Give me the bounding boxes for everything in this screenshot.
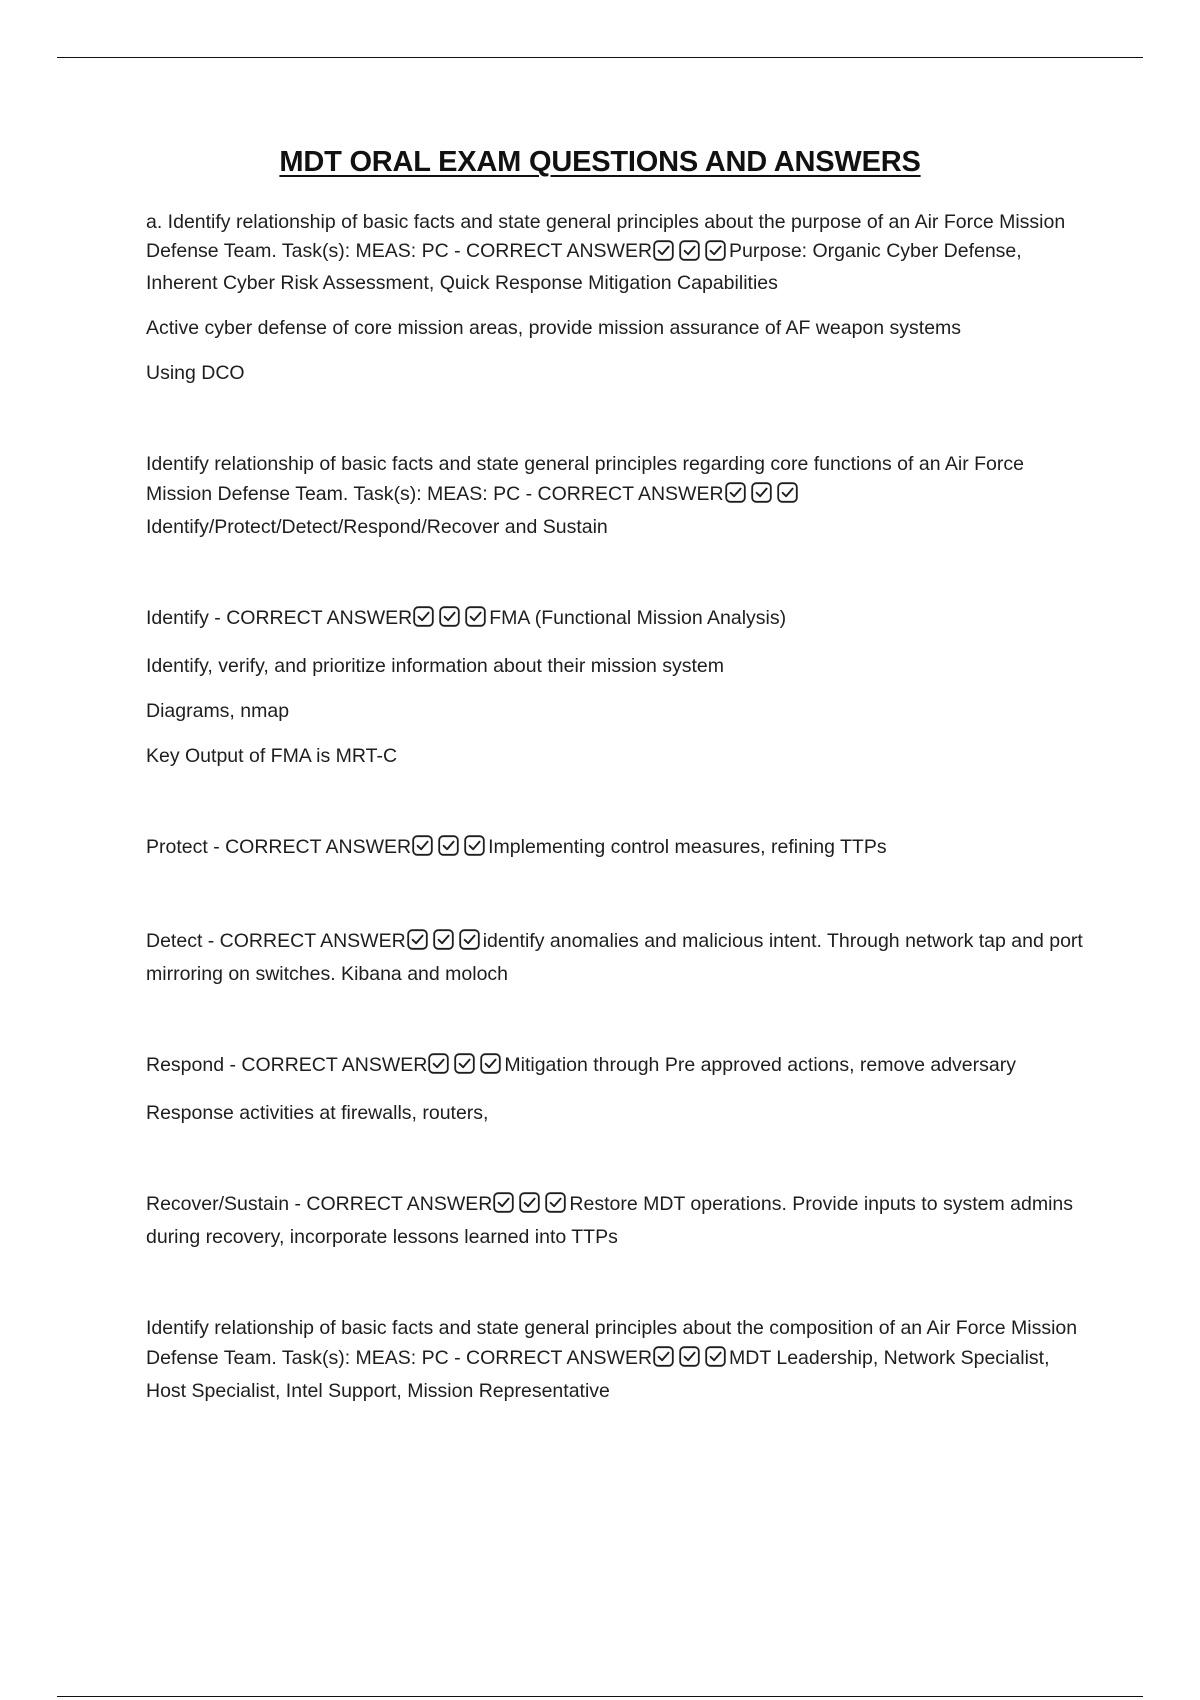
qa-main-line: [146, 926, 1091, 989]
header-rule: [57, 57, 1143, 58]
checked-box-icon: [412, 835, 433, 856]
qa-list: [146, 208, 1091, 1467]
checked-box-icon: [459, 929, 480, 950]
answer-text: Mitigation through Pre approved actions, remove adversary: [504, 1054, 1016, 1076]
checked-box-icon: [428, 1053, 449, 1074]
qa-main-line: [146, 1050, 1091, 1083]
checked-box-icon: [407, 929, 428, 950]
checked-box-icon: [480, 1053, 501, 1074]
checked-box-icon: [751, 482, 772, 503]
question-text: Identify relationship of basic facts and state general principles regarding core functions of an Air Force Mission Defense Team. Task(s): MEAS: PC - CORRECT ANSWER: [146, 453, 1024, 505]
answer-checkmarks: [725, 482, 800, 512]
answer-text: Purpose: Organic Cyber Defense, Inherent Cyber Risk Assessment, Quick Response Mitigation Capabilities: [146, 240, 1022, 294]
answer-note: Key Output of FMA is MRT-C: [146, 745, 398, 767]
checked-box-icon: [454, 1053, 475, 1074]
checked-box-icon: [438, 835, 459, 856]
question-text: Detect - CORRECT ANSWER: [146, 930, 406, 952]
answer-checkmarks: [407, 929, 482, 959]
question-text: Recover/Sustain - CORRECT ANSWER: [146, 1193, 493, 1215]
answer-text: identify anomalies and malicious intent. Through network tap and port mirroring on switches. Kibana and moloch: [146, 930, 1083, 985]
qa-item: [146, 449, 1091, 542]
checked-box-icon: [705, 1346, 726, 1367]
question-text: Respond - CORRECT ANSWER: [146, 1054, 428, 1076]
checked-box-icon: [653, 1346, 674, 1367]
answer-checkmarks: [412, 835, 487, 865]
qa-item: [146, 603, 1091, 771]
checked-box-icon: [679, 1346, 700, 1367]
qa-item: [146, 1189, 1091, 1252]
answer-note: Diagrams, nmap: [146, 700, 290, 722]
checked-box-icon: [679, 240, 700, 261]
answer-note: Using DCO: [146, 362, 245, 384]
footer-rule: [57, 1696, 1143, 1697]
page-title: MDT ORAL EXAM QUESTIONS AND ANSWERS: [279, 146, 921, 178]
checked-box-icon: [465, 606, 486, 627]
answer-note: Active cyber defense of core mission areas, provide mission assurance of AF weapon systems: [146, 317, 962, 339]
answer-checkmarks: [493, 1192, 568, 1222]
answer-checkmarks: [653, 240, 728, 269]
checked-box-icon: [653, 240, 674, 261]
answer-checkmarks: [413, 606, 488, 636]
checked-box-icon: [519, 1192, 540, 1213]
checked-box-icon: [777, 482, 798, 503]
checked-box-icon: [464, 835, 485, 856]
qa-item: [146, 926, 1091, 989]
qa-item: [146, 832, 1091, 865]
qa-main-line: [146, 1189, 1091, 1252]
qa-main-line: [146, 832, 1091, 865]
answer-checkmarks: [428, 1053, 503, 1083]
answer-text: FMA (Functional Mission Analysis): [489, 607, 787, 629]
checked-box-icon: [705, 240, 726, 261]
answer-note: Response activities at firewalls, routers,: [146, 1102, 489, 1124]
qa-item: [146, 1313, 1091, 1406]
answer-note: Identify, verify, and prioritize information about their mission system: [146, 655, 725, 677]
checked-box-icon: [545, 1192, 566, 1213]
qa-main-line: [146, 208, 1091, 298]
question-text: Identify - CORRECT ANSWER: [146, 607, 413, 629]
qa-item: [146, 208, 1091, 388]
qa-main-line: [146, 603, 1091, 636]
checked-box-icon: [493, 1192, 514, 1213]
question-text: Identify relationship of basic facts and state general principles about the composition of an Air Force Mission Defense Team. Task(s): MEAS: PC - CORRECT ANSWER: [146, 1317, 1078, 1369]
answer-checkmarks: [653, 1346, 728, 1376]
qa-main-line: [146, 449, 1091, 542]
checked-box-icon: [413, 606, 434, 627]
answer-text: MDT Leadership, Network Specialist, Host Specialist, Intel Support, Mission Representative: [146, 1347, 1050, 1402]
checked-box-icon: [433, 929, 454, 950]
answer-text: Identify/Protect/Detect/Respond/Recover and Sustain: [146, 516, 608, 538]
checked-box-icon: [439, 606, 460, 627]
qa-main-line: [146, 1313, 1091, 1406]
answer-text: Implementing control measures, refining TTPs: [488, 836, 887, 858]
checked-box-icon: [725, 482, 746, 503]
question-text: Protect - CORRECT ANSWER: [146, 836, 412, 858]
qa-item: [146, 1050, 1091, 1128]
answer-text: Restore MDT operations. Provide inputs to system admins during recovery, incorporate lessons learned into TTPs: [146, 1193, 1074, 1248]
question-text: a. Identify relationship of basic facts and state general principles about the purpose of an Air Force Mission Defense Team. Task(s): MEAS: PC - CORRECT ANSWER: [146, 211, 1066, 262]
